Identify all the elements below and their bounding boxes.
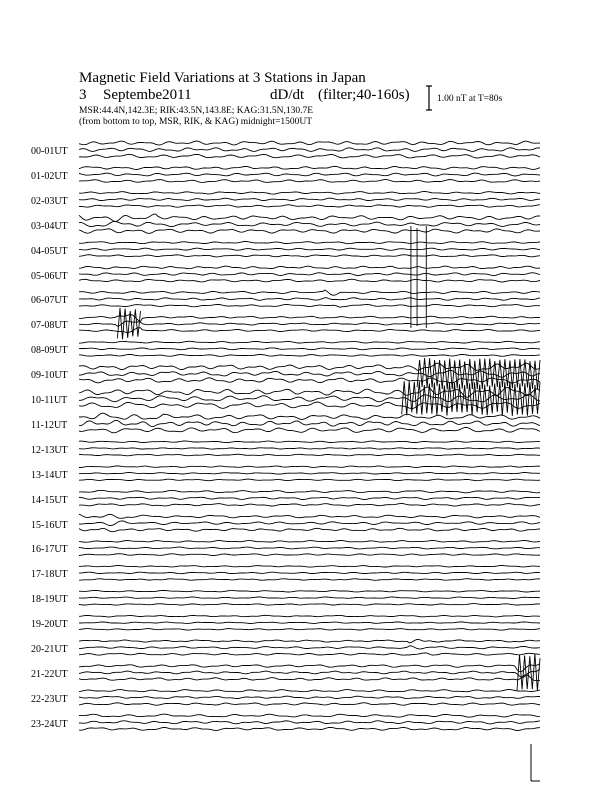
trace-17-18UT-MSR (79, 579, 540, 581)
trace-04-05UT-RIK (79, 248, 540, 250)
trace-05-06UT-MSR (79, 279, 540, 282)
trace-13-14UT-RIK (79, 473, 540, 475)
hour-label: 16-17UT (31, 544, 68, 556)
trace-22-23UT-KAG (79, 690, 540, 692)
trace-03-04UT-RIK (79, 221, 540, 226)
hour-label: 18-19UT (31, 594, 68, 606)
trace-22-23UT-RIK (79, 696, 540, 699)
trace-18-19UT-RIK (79, 597, 540, 599)
hour-label: 19-20UT (31, 619, 68, 631)
hour-label: 12-13UT (31, 444, 68, 456)
trace-03-04UT-KAG (79, 214, 540, 221)
trace-17-18UT-KAG (79, 566, 540, 568)
trace-01-02UT-KAG (79, 166, 540, 169)
trace-02-03UT-MSR (79, 205, 540, 208)
trace-23-24UT-KAG (79, 714, 540, 717)
hour-label: 06-07UT (31, 295, 68, 307)
trace-12-13UT-RIK (79, 448, 540, 449)
trace-22-23UT-MSR (79, 703, 540, 705)
hour-label: 09-10UT (31, 370, 68, 382)
trace-15-16UT-RIK (79, 521, 540, 526)
trace-20-21UT-KAG (79, 640, 540, 643)
trace-01-02UT-RIK (79, 173, 540, 176)
trace-09-10UT-MSR (79, 378, 540, 383)
trace-12-13UT-KAG (79, 441, 540, 443)
trace-02-03UT-KAG (79, 192, 540, 195)
hour-label: 17-18UT (31, 569, 68, 581)
trace-06-07UT-KAG (79, 290, 540, 295)
trace-19-20UT-MSR (79, 629, 540, 631)
trace-00-01UT-RIK (79, 148, 540, 152)
station-order-note: (from bottom to top, MSR, RIK, & KAG) midnight=1500UT (79, 117, 313, 127)
trace-14-15UT-KAG (79, 490, 540, 492)
trace-00-01UT-KAG (79, 141, 540, 145)
hour-label: 20-21UT (31, 644, 68, 655)
trace-13-14UT-KAG (79, 466, 540, 468)
trace-15-16UT-KAG (79, 514, 540, 518)
burst-09-10UT (417, 358, 540, 389)
title-day: 3 (79, 87, 87, 103)
trace-06-07UT-MSR (79, 304, 540, 307)
trace-23-24UT-RIK (79, 721, 540, 724)
title-filter: (filter;40-160s) (318, 87, 410, 103)
trace-01-02UT-MSR (79, 180, 540, 183)
trace-02-03UT-RIK (79, 198, 540, 200)
trace-14-15UT-RIK (79, 497, 540, 499)
hour-label: 02-03UT (31, 195, 68, 207)
scale-bar (426, 86, 432, 110)
trace-08-09UT-KAG (79, 341, 540, 343)
hour-label: 15-16UT (31, 519, 68, 531)
hour-label: 05-06UT (31, 270, 68, 282)
hour-label: 04-05UT (31, 245, 68, 257)
hour-label: 14-15UT (31, 494, 68, 506)
hour-label: 23-24UT (31, 718, 68, 730)
trace-00-01UT-MSR (79, 154, 540, 158)
trace-17-18UT-RIK (79, 572, 540, 574)
trace-19-20UT-RIK (79, 622, 540, 624)
trace-20-21UT-MSR (79, 653, 540, 655)
trace-08-09UT-RIK (79, 348, 540, 350)
scale-bar-label: 1.00 nT at T=80s (437, 94, 503, 104)
hour-label: 10-11UT (31, 395, 68, 406)
trace-05-06UT-KAG (79, 266, 540, 269)
trace-03-04UT-MSR (79, 229, 540, 234)
trace-12-13UT-MSR (79, 454, 540, 456)
trace-16-17UT-KAG (79, 541, 540, 543)
trace-23-24UT-MSR (79, 727, 540, 730)
trace-21-22UT-KAG (79, 664, 540, 672)
bottom-marker (531, 744, 540, 781)
trace-11-12UT-KAG (79, 413, 540, 419)
trace-06-07UT-RIK (79, 298, 540, 301)
trace-11-12UT-MSR (79, 428, 540, 433)
burst-21-22UT (517, 654, 540, 691)
hour-label: 22-23UT (31, 693, 68, 705)
trace-05-06UT-RIK (79, 273, 540, 276)
station-coordinates: MSR:44.4N,142.3E; RIK:43.5N,143.8E; KAG:31.5N,130.7E (79, 106, 314, 116)
title-quantity: dD/dt (270, 87, 305, 103)
hour-label: 00-01UT (31, 146, 68, 157)
trace-07-08UT-RIK (79, 321, 540, 326)
trace-19-20UT-KAG (79, 615, 540, 617)
trace-04-05UT-MSR (79, 255, 540, 257)
trace-18-19UT-MSR (79, 604, 540, 606)
trace-21-22UT-MSR (79, 675, 540, 681)
hour-label: 11-12UT (31, 419, 68, 431)
trace-07-08UT-KAG (79, 315, 540, 322)
trace-21-22UT-RIK (79, 669, 540, 678)
hour-label: 07-08UT (31, 320, 68, 332)
trace-16-17UT-MSR (79, 554, 540, 556)
title-month-year: Septembe2011 (103, 87, 192, 103)
hour-label: 01-02UT (31, 170, 68, 182)
trace-16-17UT-RIK (79, 547, 540, 549)
trace-08-09UT-MSR (79, 355, 540, 357)
chart-title: Magnetic Field Variations at 3 Stations in Japan (79, 70, 366, 86)
trace-20-21UT-RIK (79, 646, 540, 649)
trace-15-16UT-MSR (79, 528, 540, 531)
trace-13-14UT-MSR (79, 479, 540, 481)
trace-04-05UT-KAG (79, 242, 540, 244)
hour-label: 21-22UT (31, 668, 68, 680)
trace-11-12UT-RIK (79, 420, 540, 426)
trace-07-08UT-MSR (79, 328, 540, 333)
hour-label: 08-09UT (31, 345, 68, 357)
trace-18-19UT-KAG (79, 590, 540, 592)
burst-07-08UT (117, 308, 140, 339)
trace-14-15UT-MSR (79, 504, 540, 507)
hour-label: 03-04UT (31, 220, 68, 232)
hour-label: 13-14UT (31, 469, 68, 481)
